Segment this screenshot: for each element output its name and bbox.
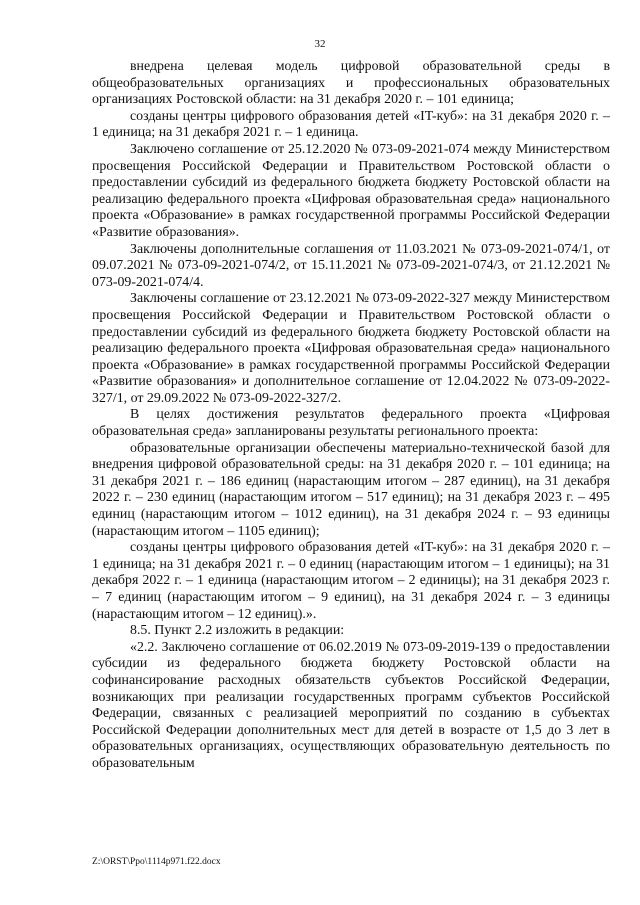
paragraph-agreement-2021: Заключены соглашение от 23.12.2021 № 073-09-2022-327 между Министерством просвещения Российской Федерации и Правительством Ростовской области о предоставлении субсидий из федерального бюджета бюджету Ростовской области на реализацию федерального проекта «Цифровая образовательная среда» национального проекта «Образование» в рамках государственной программы Российской Федерации «Развитие образования» и дополнительное соглашение от 12.04.2022 № 073-09-2022-327/1, от 29.09.2022 № 073-09-2022-327/2. <box>92 291 610 406</box>
paragraph-it-cube-results: созданы центры цифрового образования детей «IT-куб»: на 31 декабря 2020 г. – 1 единица; на 31 декабря 2021 г. – 0 единиц (нарастающим итогом – 1 единицы); на 31 декабря 2022 г. – 1 единица (нарастающим итогом – 2 единицы); на 31 декабря 2023 г. – 7 единиц (нарастающим итогом – 9 единиц), на 31 декабря 2024 г. – 3 единицы (нарастающим итогом – 12 единиц).». <box>92 540 610 622</box>
paragraph-clause-8-5: 8.5. Пункт 2.2 изложить в редакции: <box>130 623 345 639</box>
paragraph-digital-environment-model: внедрена целевая модель цифровой образовательной среды в общеобразовательных организациях и профессиональных образовательных организациях Ростовской области: на 31 декабря 2020 г. – 101 единица; <box>92 59 610 108</box>
paragraph-project-goals: В целях достижения результатов федерального проекта «Цифровая образовательная среда» запланированы результаты регионального проекта: <box>92 407 610 440</box>
file-path-footer: Z:\ORST\Ppo\1114p971.f22.docx <box>92 857 221 867</box>
paragraph-clause-2-2: «2.2. Заключено соглашение от 06.02.2019 № 073-09-2019-139 о предоставлении субсидии из федерального бюджета бюджету Ростовской области на софинансирование расходных обязательств субъектов Российской Федерации, возникающих при реализации государственных программ субъектов Российской Федерации, связанных с реализацией мероприятий по созданию в субъектах Российской Федерации дополнительных мест для детей в возрасте от 1,5 до 3 лет в образовательных организациях, осуществляющих образовательную деятельность по образовательным <box>92 639 610 771</box>
paragraph-material-technical-base: образовательные организации обеспечены материально-технической базой для внедрения цифровой образовательной среды: на 31 декабря 2020 г. – 101 единица; на 31 декабря 2021 г. – 186 единиц (нарастающим итогом – 287 единиц), на 31 декабря 2022 г. – 230 единиц (нарастающим итогом – 517 единиц); на 31 декабря 2023 г. – 495 единиц (нарастающим итогом – 1012 единиц), на 31 декабря 2024 г. – 93 единицы (нарастающим итогом – 1105 единиц); <box>92 440 610 539</box>
paragraph-additional-agreements-2021: Заключены дополнительные соглашения от 11.03.2021 № 073-09-2021-074/1, от 09.07.2021 № 073-09-2021-074/2, от 15.11.2021 № 073-09-2021-074/3, от 21.12.2021 № 073-09-2021-074/4. <box>92 241 610 290</box>
document-body <box>92 59 610 773</box>
page-number: 32 <box>314 38 326 50</box>
paragraph-agreement-2020: Заключено соглашение от 25.12.2020 № 073-09-2021-074 между Министерством просвещения Российской Федерации и Правительством Ростовской области о предоставлении субсидий из федерального бюджета бюджету Ростовской области на реализацию федерального проекта «Цифровая образовательная среда» национального проекта «Образование» в рамках государственной программы Российской Федерации «Развитие образования». <box>92 141 610 240</box>
paragraph-it-cube-centers: созданы центры цифрового образования детей «IT-куб»: на 31 декабря 2020 г. – 1 единица; на 31 декабря 2021 г. – 1 единица. <box>92 108 610 141</box>
